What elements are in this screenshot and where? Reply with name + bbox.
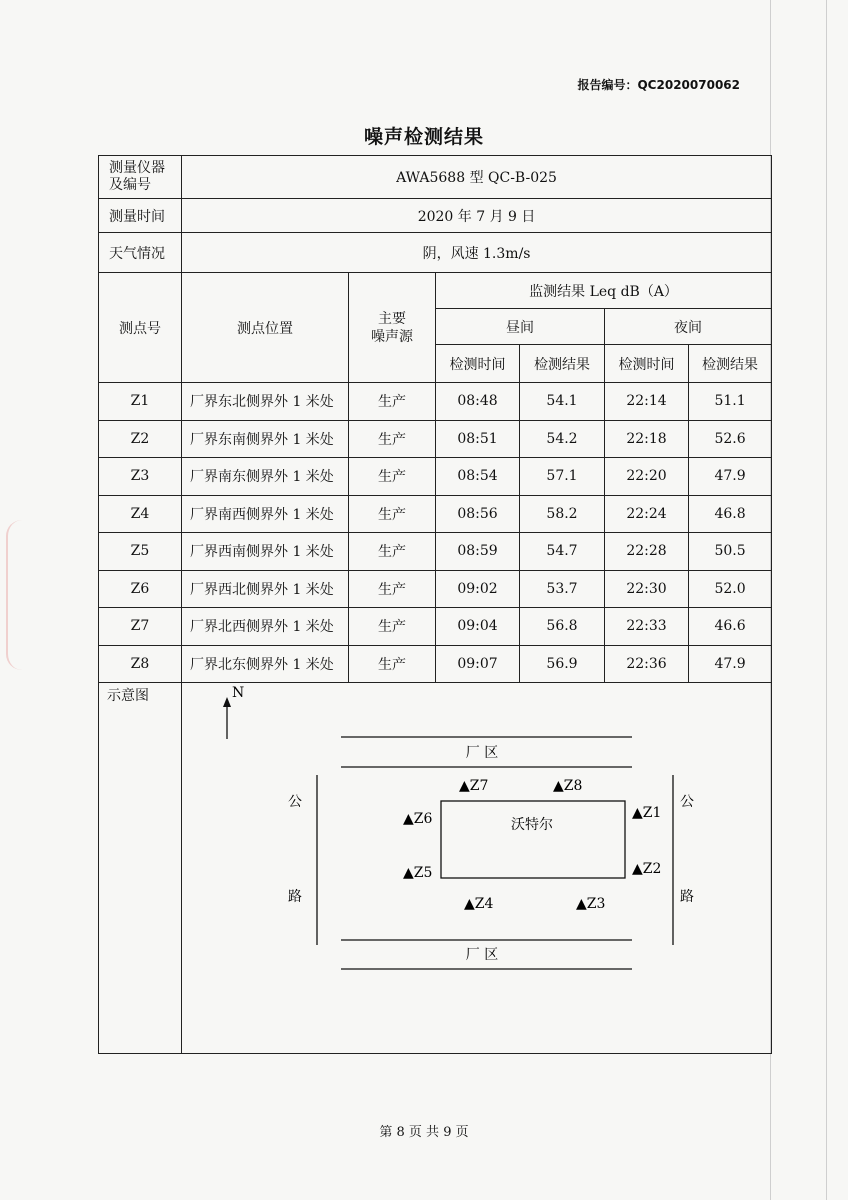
night-check-time: 22:33 — [605, 608, 689, 646]
page-footer: 第 8 页 共 9 页 — [379, 1125, 469, 1140]
instrument-value: AWA5688 型 QC-B-025 — [182, 156, 772, 199]
table-row — [99, 645, 772, 683]
point-id: Z5 — [99, 533, 182, 571]
table-row — [99, 383, 772, 421]
day-check-time: 08:48 — [436, 383, 520, 421]
point-z5: ▲Z5 — [403, 865, 433, 881]
page-edge-line — [826, 0, 827, 1200]
point-location: 厂界北东侧界外 1 米处 — [182, 645, 349, 683]
page-title: 噪声检测结果 — [363, 126, 484, 148]
day-check-result: 57.1 — [520, 458, 605, 496]
col-day-result: 检测结果 — [520, 345, 605, 383]
weather-value: 阴，风速 1.3m/s — [182, 233, 772, 273]
day-check-time: 08:56 — [436, 495, 520, 533]
point-location: 厂界西南侧界外 1 米处 — [182, 533, 349, 571]
day-check-time: 08:54 — [436, 458, 520, 496]
day-check-result: 53.7 — [520, 570, 605, 608]
instrument-label: 测量仪器 及编号 — [99, 156, 182, 199]
day-check-result: 54.7 — [520, 533, 605, 571]
point-id: Z3 — [99, 458, 182, 496]
day-check-time: 09:02 — [436, 570, 520, 608]
diagram-cell — [182, 683, 772, 1054]
diagram-label: 示意图 — [107, 688, 149, 704]
day-check-result: 56.8 — [520, 608, 605, 646]
day-check-time: 09:07 — [436, 645, 520, 683]
day-check-result: 54.1 — [520, 383, 605, 421]
point-id: Z6 — [99, 570, 182, 608]
point-z2: ▲Z2 — [632, 861, 662, 877]
night-check-result: 52.6 — [689, 420, 772, 458]
point-location: 厂界南西侧界外 1 米处 — [182, 495, 349, 533]
night-check-time: 22:18 — [605, 420, 689, 458]
report-number: 报告编号：QC2020070062 — [577, 78, 740, 92]
instrument-row — [99, 156, 772, 199]
diagram-row — [99, 683, 772, 1054]
table-row — [99, 420, 772, 458]
col-source: 主要 噪声源 — [349, 273, 436, 383]
day-check-result: 56.9 — [520, 645, 605, 683]
point-id: Z8 — [99, 645, 182, 683]
company-label: 沃特尔 — [511, 817, 553, 833]
noise-source: 生产 — [349, 383, 436, 421]
noise-source: 生产 — [349, 420, 436, 458]
table-row — [99, 570, 772, 608]
noise-source: 生产 — [349, 458, 436, 496]
night-check-result: 47.9 — [689, 458, 772, 496]
night-check-result: 46.8 — [689, 495, 772, 533]
day-check-time: 09:04 — [436, 608, 520, 646]
night-check-time: 22:20 — [605, 458, 689, 496]
table-row — [99, 608, 772, 646]
day-check-time: 08:59 — [436, 533, 520, 571]
col-night-time: 检测时间 — [605, 345, 689, 383]
weather-label: 天气情况 — [99, 233, 182, 273]
night-check-result: 47.9 — [689, 645, 772, 683]
site-diagram — [182, 683, 771, 1051]
point-location: 厂界东南侧界外 1 米处 — [182, 420, 349, 458]
noise-source: 生产 — [349, 608, 436, 646]
night-check-time: 22:36 — [605, 645, 689, 683]
weather-row — [99, 233, 772, 273]
road-right-char-2: 路 — [680, 889, 694, 905]
time-row — [99, 199, 772, 233]
night-check-time: 22:30 — [605, 570, 689, 608]
point-location: 厂界北西侧界外 1 米处 — [182, 608, 349, 646]
header-row-1 — [99, 273, 772, 309]
col-result-group: 监测结果 Leq dB（A） — [436, 273, 772, 309]
road-left-char-1: 公 — [288, 794, 302, 810]
day-check-result: 58.2 — [520, 495, 605, 533]
road-right-char-1: 公 — [680, 794, 694, 810]
night-check-result: 51.1 — [689, 383, 772, 421]
night-check-result: 52.0 — [689, 570, 772, 608]
noise-source: 生产 — [349, 495, 436, 533]
point-id: Z4 — [99, 495, 182, 533]
noise-source: 生产 — [349, 645, 436, 683]
road-left-char-2: 路 — [288, 889, 302, 905]
point-location: 厂界西北侧界外 1 米处 — [182, 570, 349, 608]
point-z8: ▲Z8 — [553, 778, 583, 794]
point-z3: ▲Z3 — [576, 896, 606, 912]
col-location: 测点位置 — [182, 273, 349, 383]
point-z1: ▲Z1 — [632, 805, 662, 821]
time-value: 2020 年 7 月 9 日 — [182, 199, 772, 233]
col-night: 夜间 — [605, 309, 772, 345]
north-label: N — [232, 685, 245, 701]
night-check-time: 22:14 — [605, 383, 689, 421]
col-day: 昼间 — [436, 309, 605, 345]
point-location: 厂界东北侧界外 1 米处 — [182, 383, 349, 421]
point-z6: ▲Z6 — [403, 811, 433, 827]
table-row — [99, 495, 772, 533]
noise-source: 生产 — [349, 570, 436, 608]
point-z4: ▲Z4 — [464, 896, 494, 912]
company-building — [441, 801, 625, 878]
table-row — [99, 533, 772, 571]
night-check-result: 46.6 — [689, 608, 772, 646]
factory-top-label: 厂 区 — [465, 745, 499, 761]
col-night-result: 检测结果 — [689, 345, 772, 383]
noise-result-table — [98, 155, 772, 1054]
factory-bottom-label: 厂 区 — [465, 947, 499, 963]
night-check-result: 50.5 — [689, 533, 772, 571]
diagram-label-cell — [99, 683, 182, 1054]
night-check-time: 22:28 — [605, 533, 689, 571]
point-id: Z7 — [99, 608, 182, 646]
result-rows — [99, 383, 772, 683]
north-arrowhead-icon — [223, 697, 231, 707]
point-id: Z2 — [99, 420, 182, 458]
day-check-result: 54.2 — [520, 420, 605, 458]
point-id: Z1 — [99, 383, 182, 421]
day-check-time: 08:51 — [436, 420, 520, 458]
noise-source: 生产 — [349, 533, 436, 571]
seal-stamp-mark — [6, 520, 38, 670]
point-location: 厂界南东侧界外 1 米处 — [182, 458, 349, 496]
point-z7: ▲Z7 — [459, 778, 489, 794]
table-row — [99, 458, 772, 496]
col-day-time: 检测时间 — [436, 345, 520, 383]
time-label: 测量时间 — [99, 199, 182, 233]
night-check-time: 22:24 — [605, 495, 689, 533]
col-point: 测点号 — [99, 273, 182, 383]
